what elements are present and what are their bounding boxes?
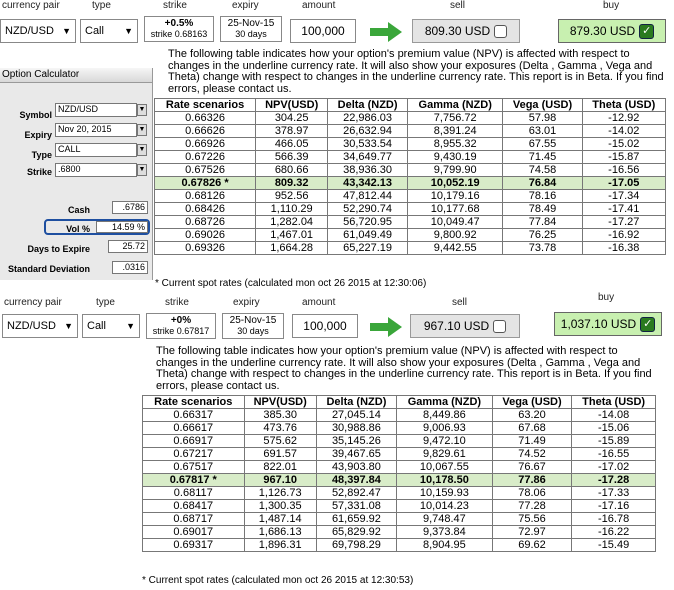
- table-row: [143, 448, 656, 461]
- table-cell: 1,126.73: [244, 487, 316, 500]
- table-cell: 9,442.55: [408, 242, 503, 255]
- table-cell: 0.66326: [155, 112, 256, 125]
- column-header: Delta (NZD): [328, 99, 408, 112]
- table-cell: 78.06: [492, 487, 571, 500]
- table-cell: 1,110.29: [256, 203, 328, 216]
- table-cell: -16.78: [572, 513, 656, 526]
- table-cell: 1,896.31: [244, 539, 316, 552]
- expiry-field[interactable]: [222, 313, 284, 339]
- table-cell: 691.57: [244, 448, 316, 461]
- strike-select[interactable]: .6800: [55, 163, 137, 177]
- table-cell: 0.66626: [155, 125, 256, 138]
- header-type: type: [96, 297, 115, 308]
- column-header: Delta (NZD): [316, 396, 396, 409]
- type-select[interactable]: [82, 314, 140, 338]
- table-cell: 967.10: [244, 474, 316, 487]
- table-cell: 57,331.08: [316, 500, 396, 513]
- std-dev-label: Standard Deviation: [7, 264, 90, 274]
- table-cell: -15.89: [572, 435, 656, 448]
- table-header-row: [155, 99, 666, 112]
- table-cell: 27,045.14: [316, 409, 396, 422]
- table-cell: 9,829.61: [396, 448, 492, 461]
- header-amount: amount: [302, 0, 336, 11]
- strike-field[interactable]: [146, 313, 216, 339]
- table-row: [143, 500, 656, 513]
- table-cell: 10,177.68: [408, 203, 503, 216]
- table-row: [143, 513, 656, 526]
- table-cell: 61,659.92: [316, 513, 396, 526]
- buy-price: 1,037.10 USD: [560, 317, 637, 331]
- header-sell: sell: [450, 0, 466, 11]
- table-cell: -17.28: [572, 474, 656, 487]
- table-cell: 0.68426: [155, 203, 256, 216]
- currency-pair-select[interactable]: [2, 314, 78, 338]
- table-cell: -14.02: [582, 125, 665, 138]
- sell-price: 967.10 USD: [423, 319, 490, 333]
- cash-label: Cash: [67, 205, 90, 215]
- expiry-days: 30 days: [237, 326, 269, 336]
- table-cell: 76.67: [492, 461, 571, 474]
- strike-percent: +0.5%: [164, 18, 194, 29]
- table-row: [155, 216, 666, 229]
- table-cell: 1,664.28: [256, 242, 328, 255]
- table-cell: 9,472.10: [396, 435, 492, 448]
- table-row: [155, 229, 666, 242]
- table-row: [155, 138, 666, 151]
- table-row: [143, 409, 656, 422]
- table-cell: -12.92: [582, 112, 665, 125]
- footnote-2: * Current spot rates (calculated mon oct 26 2015 at 12:30:53): [142, 575, 414, 586]
- table-row: [155, 125, 666, 138]
- vol-field[interactable]: 14.59 %: [96, 221, 148, 233]
- table-cell: 566.39: [256, 151, 328, 164]
- table-cell: 67.68: [492, 422, 571, 435]
- column-header: Gamma (NZD): [396, 396, 492, 409]
- chevron-down-icon[interactable]: ▼: [137, 144, 147, 156]
- table-cell: 76.25: [503, 229, 582, 242]
- table-cell: -17.41: [582, 203, 665, 216]
- table-cell: 0.67826 *: [155, 177, 256, 190]
- table-cell: 9,373.84: [396, 526, 492, 539]
- column-header: NPV(USD): [244, 396, 316, 409]
- table-cell: -16.38: [582, 242, 665, 255]
- table-cell: 61,049.49: [328, 229, 408, 242]
- table-row: [155, 151, 666, 164]
- header-strike: strike: [163, 0, 187, 11]
- strike-label: Strike: [26, 167, 52, 177]
- table-cell: 57.98: [503, 112, 582, 125]
- table-cell: 43,342.13: [328, 177, 408, 190]
- table-cell: 30,988.86: [316, 422, 396, 435]
- table-cell: 74.52: [492, 448, 571, 461]
- option-calculator-panel: [0, 68, 153, 280]
- header-buy: buy: [598, 292, 615, 303]
- header-expiry: expiry: [232, 0, 259, 11]
- chevron-down-icon: ▼: [126, 321, 135, 331]
- table-row: [155, 190, 666, 203]
- table-cell: 35,145.26: [316, 435, 396, 448]
- table-cell: 52,892.47: [316, 487, 396, 500]
- column-header: Gamma (NZD): [408, 99, 503, 112]
- table-cell: 9,800.92: [408, 229, 503, 242]
- table-cell: 0.68726: [155, 216, 256, 229]
- table-cell: 0.66317: [143, 409, 245, 422]
- table-cell: 10,014.23: [396, 500, 492, 513]
- table-cell: 74.58: [503, 164, 582, 177]
- header-strike: strike: [165, 297, 189, 308]
- table-cell: 9,799.90: [408, 164, 503, 177]
- column-header: Rate scenarios: [143, 396, 245, 409]
- expiry-label: Expiry: [24, 130, 52, 140]
- checkbox-icon: [494, 25, 507, 38]
- chevron-down-icon[interactable]: ▼: [137, 104, 147, 116]
- sell-button[interactable]: [410, 314, 520, 338]
- right-arrow-icon: [370, 22, 402, 42]
- table-cell: 34,649.77: [328, 151, 408, 164]
- table-cell: 1,467.01: [256, 229, 328, 242]
- header-currency-pair: currency pair: [2, 0, 60, 11]
- table-cell: 1,686.13: [244, 526, 316, 539]
- scenario-table-2: [142, 395, 656, 552]
- vol-label: Vol %: [66, 224, 90, 234]
- table-cell: 8,955.32: [408, 138, 503, 151]
- table-cell: 0.66917: [143, 435, 245, 448]
- table-cell: 10,067.55: [396, 461, 492, 474]
- table-cell: 0.68117: [143, 487, 245, 500]
- table-cell: 0.66617: [143, 422, 245, 435]
- column-header: Vega (USD): [503, 99, 582, 112]
- column-header: Theta (USD): [582, 99, 665, 112]
- table-row: [143, 461, 656, 474]
- table-row: [143, 487, 656, 500]
- table-cell: 9,748.47: [396, 513, 492, 526]
- table-cell: 10,159.93: [396, 487, 492, 500]
- table-cell: 575.62: [244, 435, 316, 448]
- amount-input[interactable]: 100,000: [292, 314, 358, 338]
- table-cell: 52,290.74: [328, 203, 408, 216]
- table-cell: 71.49: [492, 435, 571, 448]
- type-label: Type: [31, 150, 52, 160]
- column-header: Rate scenarios: [155, 99, 256, 112]
- description-2: The following table indicates how your option's premium value (NPV) is affected with respect to changes in the underline currency rate. It will also show your exposures (Delta , Gamma , Vega and Theta) change with respect to changes in the underline currency rate. This report is in Beta. If you find errors, please contact us.: [156, 345, 652, 392]
- buy-button[interactable]: [554, 312, 662, 336]
- table-cell: 822.01: [244, 461, 316, 474]
- chevron-down-icon[interactable]: ▼: [137, 164, 147, 176]
- table-cell: 0.68717: [143, 513, 245, 526]
- table-cell: -16.92: [582, 229, 665, 242]
- cash-field[interactable]: .6786: [112, 201, 148, 214]
- table-cell: -16.55: [572, 448, 656, 461]
- table-cell: -17.34: [582, 190, 665, 203]
- table-row: [155, 242, 666, 255]
- table-cell: 8,449.86: [396, 409, 492, 422]
- table-cell: 0.67817 *: [143, 474, 245, 487]
- table-cell: 71.45: [503, 151, 582, 164]
- description-1: The following table indicates how your option's premium value (NPV) is affected with respect to changes in the underline currency rate. It will also show your exposures (Delta , Gamma , Vega and Theta) change with respect to changes in the underline currency rate. This report is in Beta. If you find errors, please contact us.: [168, 48, 664, 95]
- table-cell: 473.76: [244, 422, 316, 435]
- days-to-expire-field[interactable]: 25.72: [108, 240, 148, 253]
- expiry-field[interactable]: [220, 16, 282, 42]
- table-cell: -17.27: [582, 216, 665, 229]
- table-cell: 72.97: [492, 526, 571, 539]
- table-row: [143, 422, 656, 435]
- chevron-down-icon: ▼: [62, 26, 71, 36]
- table-cell: 0.67226: [155, 151, 256, 164]
- chevron-down-icon[interactable]: ▼: [137, 124, 147, 136]
- table-cell: 0.67526: [155, 164, 256, 177]
- expiry-select[interactable]: Nov 20, 2015: [55, 123, 137, 137]
- table-cell: 8,904.95: [396, 539, 492, 552]
- table-cell: 65,227.19: [328, 242, 408, 255]
- table-cell: -17.33: [572, 487, 656, 500]
- table-cell: 38,936.30: [328, 164, 408, 177]
- symbol-select[interactable]: NZD/USD: [55, 103, 137, 117]
- table-row: [143, 435, 656, 448]
- table-cell: 0.68126: [155, 190, 256, 203]
- table-cell: -15.02: [582, 138, 665, 151]
- footnote-1: * Current spot rates (calculated mon oct 26 2015 at 12:30:06): [155, 278, 427, 289]
- table-cell: 78.49: [503, 203, 582, 216]
- table-row: [143, 474, 656, 487]
- table-cell: 26,632.94: [328, 125, 408, 138]
- sell-price: 809.30 USD: [424, 24, 491, 38]
- table-row: [143, 526, 656, 539]
- strike-value: strike 0.68163: [150, 29, 208, 39]
- table-cell: 48,397.84: [316, 474, 396, 487]
- column-header: Theta (USD): [572, 396, 656, 409]
- table-cell: 65,829.92: [316, 526, 396, 539]
- expiry-date: 25-Nov-15: [229, 315, 277, 326]
- table-cell: 8,391.24: [408, 125, 503, 138]
- amount-input[interactable]: 100,000: [290, 19, 356, 43]
- table-cell: 1,300.35: [244, 500, 316, 513]
- table-cell: 63.20: [492, 409, 571, 422]
- table-cell: 9,006.93: [396, 422, 492, 435]
- table-cell: 63.01: [503, 125, 582, 138]
- table-cell: 0.69026: [155, 229, 256, 242]
- table-row: [143, 539, 656, 552]
- table-cell: -15.87: [582, 151, 665, 164]
- checkmark-icon: ✓: [639, 24, 654, 39]
- table-cell: 9,430.19: [408, 151, 503, 164]
- table-row: [155, 112, 666, 125]
- strike-field[interactable]: [144, 16, 214, 42]
- table-cell: 77.28: [492, 500, 571, 513]
- table-cell: 10,049.47: [408, 216, 503, 229]
- calculator-title: Option Calculator: [0, 68, 152, 83]
- right-arrow-icon: [370, 317, 402, 337]
- scenario-table-1: [154, 98, 666, 255]
- table-cell: 680.66: [256, 164, 328, 177]
- checkmark-icon: ✓: [640, 317, 655, 332]
- table-cell: 0.66926: [155, 138, 256, 151]
- header-buy: buy: [603, 0, 620, 11]
- table-cell: 10,178.50: [396, 474, 492, 487]
- table-cell: 22,986.03: [328, 112, 408, 125]
- table-cell: 378.97: [256, 125, 328, 138]
- table-cell: 77.84: [503, 216, 582, 229]
- header-amount: amount: [302, 297, 336, 308]
- header-currency-pair: currency pair: [4, 297, 62, 308]
- buy-price: 879.30 USD: [569, 24, 636, 38]
- table-cell: -16.22: [572, 526, 656, 539]
- table-cell: 0.68417: [143, 500, 245, 513]
- table-cell: 0.69326: [155, 242, 256, 255]
- symbol-label: Symbol: [19, 110, 52, 120]
- buy-button[interactable]: [558, 19, 666, 43]
- table-row: [155, 164, 666, 177]
- table-cell: 56,720.95: [328, 216, 408, 229]
- option-type-select[interactable]: CALL: [55, 143, 137, 157]
- table-header-row: [143, 396, 656, 409]
- table-cell: 73.78: [503, 242, 582, 255]
- table-cell: 30,533.54: [328, 138, 408, 151]
- strike-value: strike 0.67817: [152, 326, 210, 336]
- type-value: Call: [85, 25, 104, 37]
- currency-pair-value: NZD/USD: [7, 320, 56, 332]
- column-header: Vega (USD): [492, 396, 571, 409]
- table-cell: -17.02: [572, 461, 656, 474]
- table-cell: 809.32: [256, 177, 328, 190]
- header-type: type: [92, 0, 111, 11]
- table-cell: 1,487.14: [244, 513, 316, 526]
- table-cell: 75.56: [492, 513, 571, 526]
- table-cell: -17.16: [572, 500, 656, 513]
- table-cell: 0.67217: [143, 448, 245, 461]
- table-cell: 0.67517: [143, 461, 245, 474]
- table-cell: -16.56: [582, 164, 665, 177]
- table-cell: 77.86: [492, 474, 571, 487]
- strike-percent: +0%: [170, 315, 192, 326]
- table-cell: 10,052.19: [408, 177, 503, 190]
- table-cell: 69,798.29: [316, 539, 396, 552]
- currency-pair-value: NZD/USD: [5, 25, 54, 37]
- table-row: [155, 203, 666, 216]
- table-cell: -14.08: [572, 409, 656, 422]
- table-cell: 385.30: [244, 409, 316, 422]
- type-select[interactable]: [80, 19, 138, 43]
- table-cell: 67.55: [503, 138, 582, 151]
- table-cell: 78.16: [503, 190, 582, 203]
- std-dev-field[interactable]: .0316: [112, 261, 148, 274]
- table-cell: 7,756.72: [408, 112, 503, 125]
- expiry-date: 25-Nov-15: [227, 18, 275, 29]
- table-row: [155, 177, 666, 190]
- chevron-down-icon: ▼: [124, 26, 133, 36]
- currency-pair-select[interactable]: [0, 19, 76, 43]
- column-header: NPV(USD): [256, 99, 328, 112]
- sell-button[interactable]: [412, 19, 520, 43]
- table-cell: 43,903.80: [316, 461, 396, 474]
- table-cell: 304.25: [256, 112, 328, 125]
- type-value: Call: [87, 320, 106, 332]
- table-cell: 10,179.16: [408, 190, 503, 203]
- checkbox-icon: [493, 320, 506, 333]
- table-cell: 69.62: [492, 539, 571, 552]
- days-to-expire-label: Days to Expire: [27, 244, 90, 254]
- table-cell: 1,282.04: [256, 216, 328, 229]
- table-cell: -17.05: [582, 177, 665, 190]
- table-cell: 952.56: [256, 190, 328, 203]
- table-cell: 47,812.44: [328, 190, 408, 203]
- table-cell: 0.69017: [143, 526, 245, 539]
- table-cell: -15.06: [572, 422, 656, 435]
- table-cell: 39,467.65: [316, 448, 396, 461]
- header-sell: sell: [452, 297, 468, 308]
- table-cell: 76.84: [503, 177, 582, 190]
- table-cell: -15.49: [572, 539, 656, 552]
- table-cell: 0.69317: [143, 539, 245, 552]
- header-expiry: expiry: [233, 297, 260, 308]
- table-cell: 466.05: [256, 138, 328, 151]
- expiry-days: 30 days: [235, 29, 267, 39]
- chevron-down-icon: ▼: [64, 321, 73, 331]
